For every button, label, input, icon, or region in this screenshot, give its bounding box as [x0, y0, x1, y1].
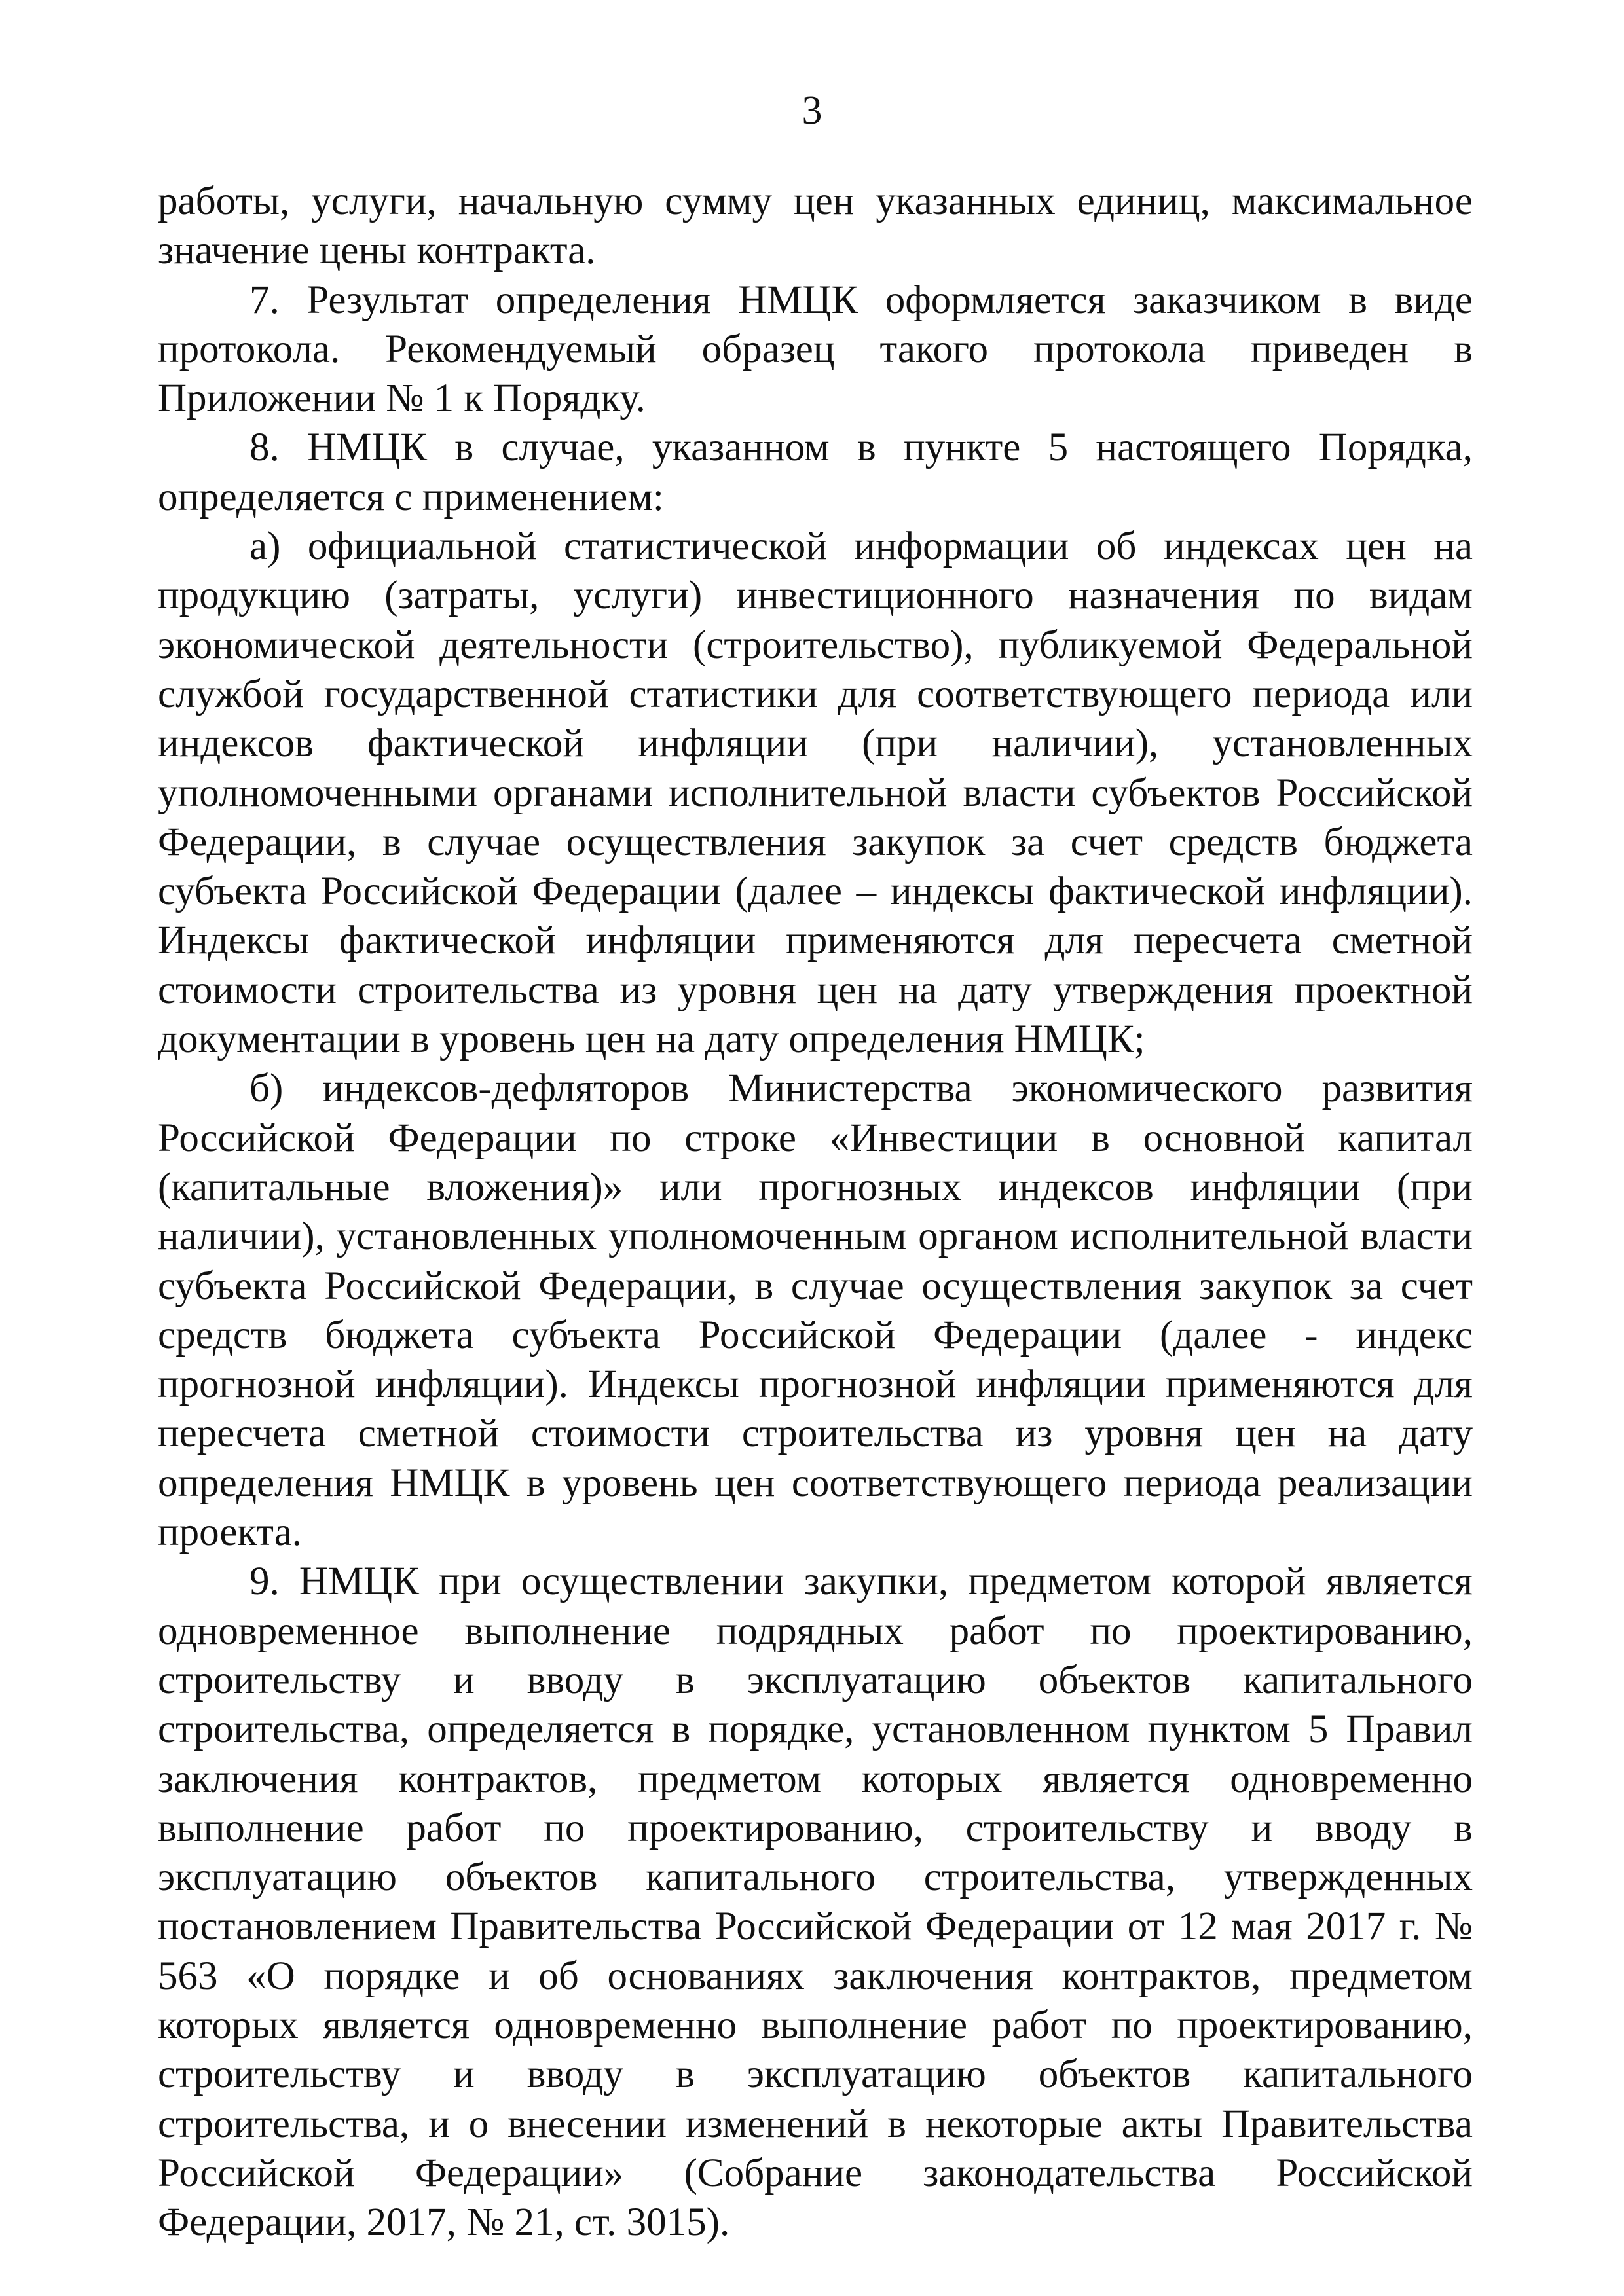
document-body: [158, 177, 1473, 2247]
paragraph-item-7: 7. Результат определения НМЦК оформляется заказчиком в виде протокола. Рекомендуемый образец такого протокола приведен в Приложении № 1 к Порядку.: [158, 278, 1473, 421]
paragraph-item-8: 8. НМЦК в случае, указанном в пункте 5 настоящего Порядка, определяется с применением:: [158, 426, 1473, 519]
paragraph-item-9: 9. НМЦК при осуществлении закупки, предметом которой является одновременное выполнение подрядных работ по проектированию, строительству и вводу в эксплуатацию объектов капитального строительства, определяется в порядке, установленном пунктом 5 Правил заключения контрактов, предметом которых является одновременно выполнение работ по проектированию, строительству и вводу в эксплуатацию объектов капитального строительства, утвержденных постановлением Правительства Российской Федерации от 12 мая 2017 г. № 563 «О порядке и об основаниях заключения контрактов, предметом которых является одновременно выполнение работ по проектированию, строительству и вводу в эксплуатацию объектов капитального строительства, и о внесении изменений в некоторые акты Правительства Российской Федерации» (Собрание законодательства Российской Федерации, 2017, № 21, ст. 3015).: [158, 1559, 1473, 2245]
paragraph-continuation: работы, услуги, начальную сумму цен указанных единиц, максимальное значение цены контракта.: [158, 179, 1473, 273]
paragraph-item-8b: б) индексов-дефляторов Министерства экономического развития Российской Федерации по строке «Инвестиции в основной капитал (капитальные вложения)» или прогнозных индексов инфляции (при наличии), установленных уполномоченным органом исполнительной власти субъекта Российской Федерации, в случае осуществления закупок за счет средств бюджета субъекта Российской Федерации (далее - индекс прогнозной инфляции). Индексы прогнозной инфляции применяются для пересчета сметной стоимости строительства из уровня цен на дату определения НМЦК в уровень цен соответствующего периода реализации проекта.: [158, 1066, 1473, 1555]
paragraph-item-8a: а) официальной статистической информации об индексах цен на продукцию (затраты, услуги) инвестиционного назначения по видам экономической деятельности (строительство), публикуемой Федеральной службой государственной статистики для соответствующего периода или индексов фактической инфляции (при наличии), установленных уполномоченными органами исполнительной власти субъектов Российской Федерации, в случае осуществления закупок за счет средств бюджета субъекта Российской Федерации (далее – индексы фактической инфляции). Индексы фактической инфляции применяются для пересчета сметной стоимости строительства из уровня цен на дату утверждения проектной документации в уровень цен на дату определения НМЦК;: [158, 524, 1473, 1062]
page-number: 3: [802, 88, 822, 133]
